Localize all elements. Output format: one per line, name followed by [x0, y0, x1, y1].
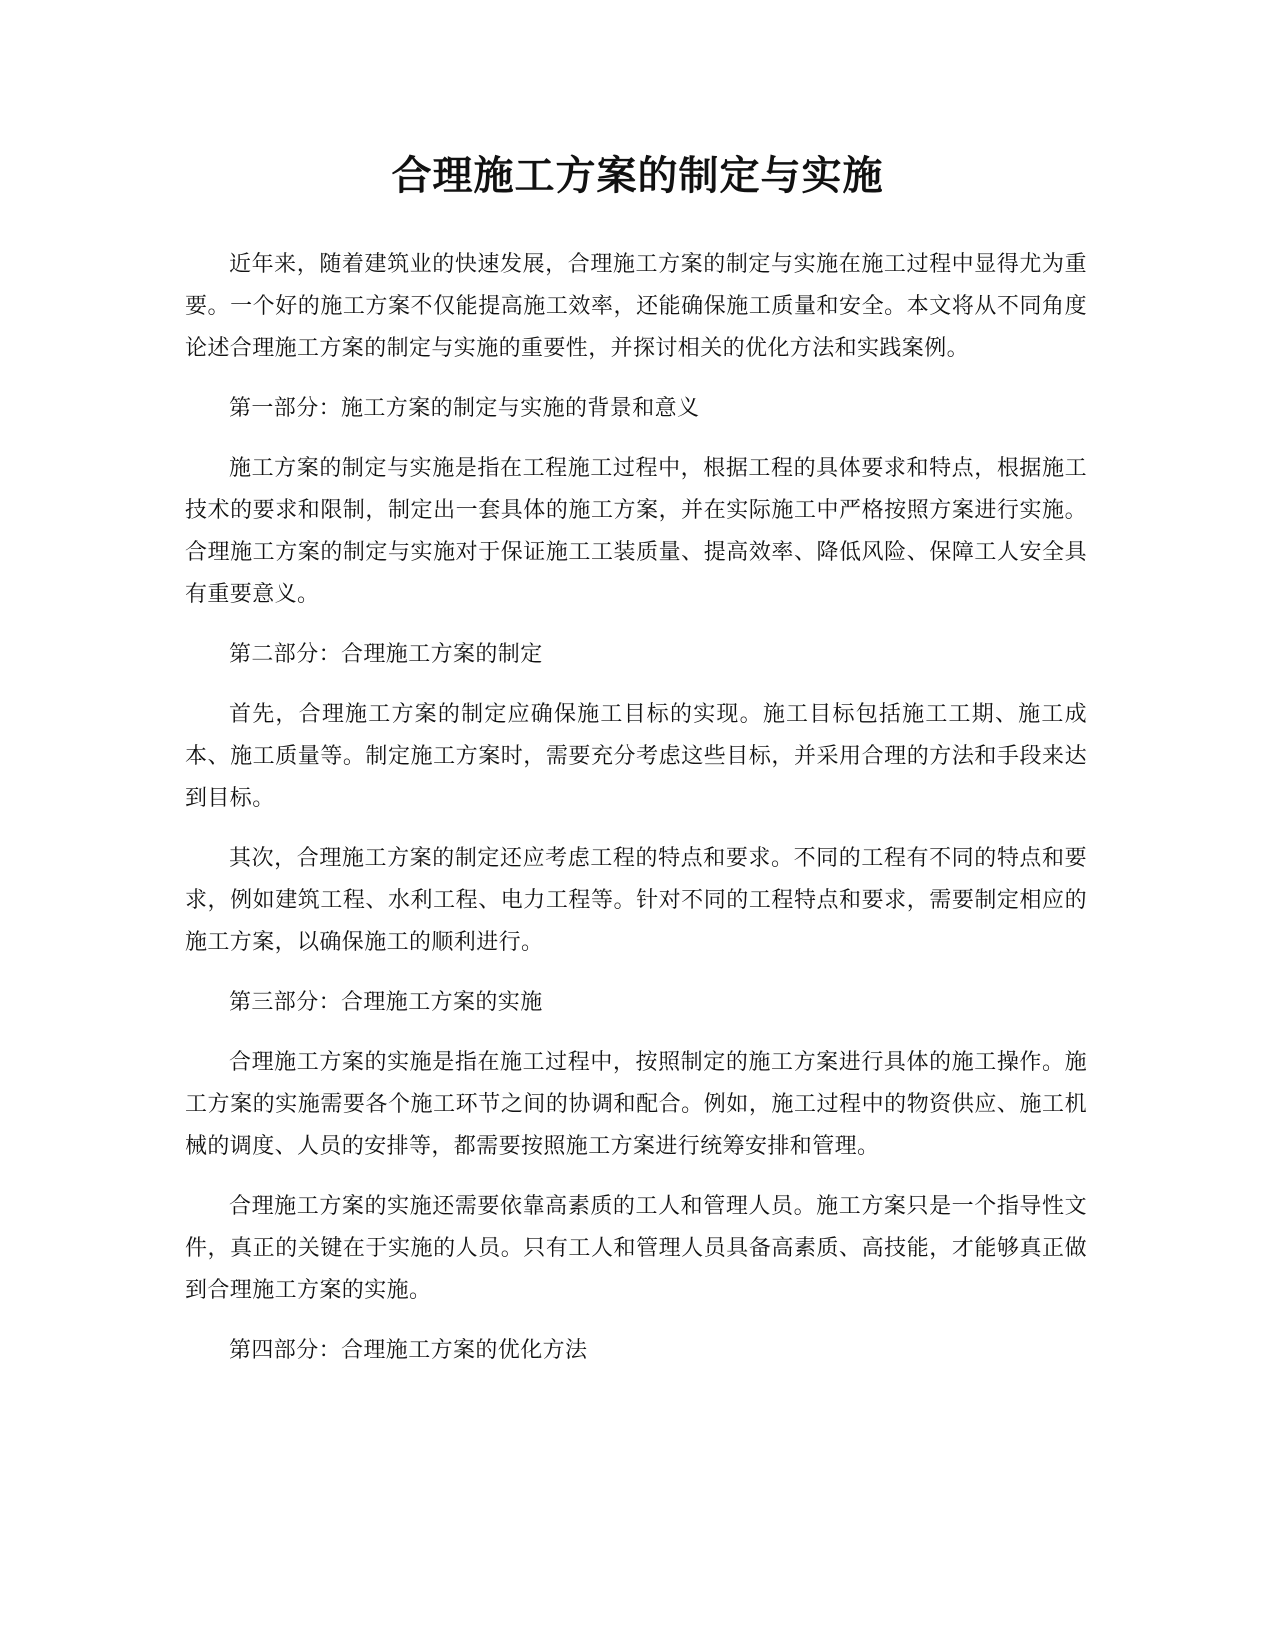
document-title: 合理施工方案的制定与实施	[391, 153, 884, 199]
section-3-paragraph-2: 合理施工方案的实施还需要依靠高素质的工人和管理人员。施工方案只是一个指导性文件，真正的关键在于实施的人员。只有工人和管理人员具备高素质、高技能，才能够真正做到合理施工方案的实施。	[185, 1194, 1087, 1303]
section-1-paragraph: 施工方案的制定与实施是指在工程施工过程中，根据工程的具体要求和特点，根据施工技术的要求和限制，制定出一套具体的施工方案，并在实际施工中严格按照方案进行实施。合理施工方案的制定与实施对于保证施工工装质量、提高效率、降低风险、保障工人安全具有重要意义。	[185, 456, 1087, 607]
section-3-paragraph-1: 合理施工方案的实施是指在施工过程中，按照制定的施工方案进行具体的施工操作。施工方案的实施需要各个施工环节之间的协调和配合。例如，施工过程中的物资供应、施工机械的调度、人员的安排等，都需要按照施工方案进行统筹安排和管理。	[185, 1050, 1087, 1159]
section-heading-4: 第四部分：合理施工方案的优化方法	[229, 1338, 588, 1363]
section-2-paragraph-1: 首先，合理施工方案的制定应确保施工目标的实现。施工目标包括施工工期、施工成本、施工质量等。制定施工方案时，需要充分考虑这些目标，并采用合理的方法和手段来达到目标。	[185, 702, 1087, 811]
section-heading-1: 第一部分：施工方案的制定与实施的背景和意义	[229, 396, 700, 421]
document-body	[185, 244, 1087, 1390]
section-2-paragraph-2: 其次，合理施工方案的制定还应考虑工程的特点和要求。不同的工程有不同的特点和要求，例如建筑工程、水利工程、电力工程等。针对不同的工程特点和要求，需要制定相应的施工方案，以确保施工的顺利进行。	[185, 846, 1087, 955]
section-heading-3: 第三部分：合理施工方案的实施	[229, 990, 543, 1015]
section-heading-2: 第二部分：合理施工方案的制定	[229, 642, 543, 667]
intro-paragraph: 近年来，随着建筑业的快速发展，合理施工方案的制定与实施在施工过程中显得尤为重要。一个好的施工方案不仅能提高施工效率，还能确保施工质量和安全。本文将从不同角度论述合理施工方案的制定与实施的重要性，并探讨相关的优化方法和实践案例。	[185, 252, 1087, 361]
